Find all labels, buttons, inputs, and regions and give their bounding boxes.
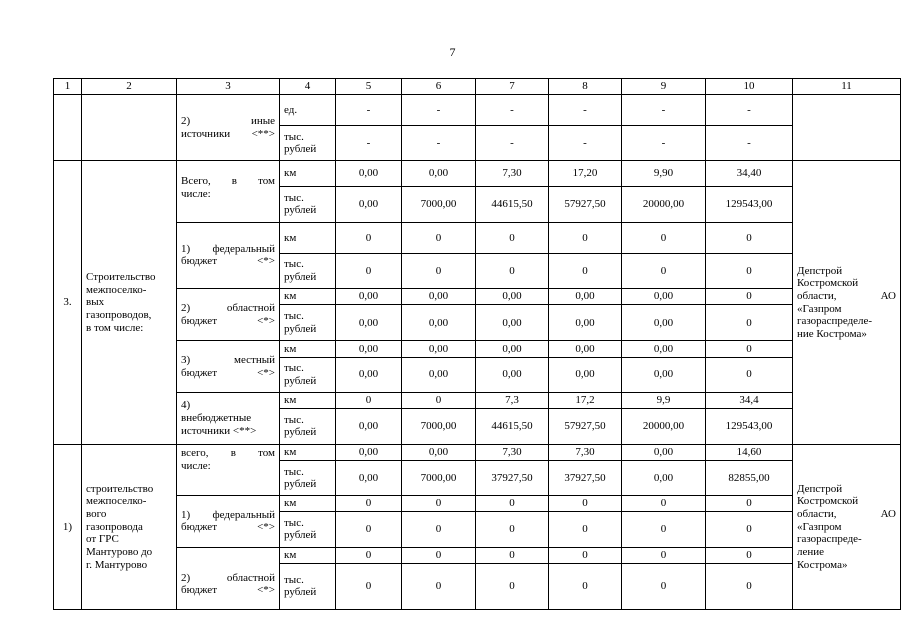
value-cell: 0 (622, 547, 706, 563)
value-cell: 0 (476, 512, 549, 547)
value-cell: 0,00 (549, 305, 622, 341)
unit-cell: ед. (280, 95, 336, 126)
unit-cell: тыс. рублей (280, 186, 336, 222)
value-cell: - (402, 95, 476, 126)
value-cell: 0,00 (336, 161, 402, 186)
table-row (54, 547, 901, 563)
value-cell: 0 (706, 341, 793, 357)
value-cell: 7,30 (476, 444, 549, 460)
value-cell: 129543,00 (706, 408, 793, 444)
column-header: 8 (549, 79, 622, 95)
value-cell: 20000,00 (622, 186, 706, 222)
unit-cell: км (280, 341, 336, 357)
program-table (53, 78, 901, 610)
value-cell: 0 (622, 222, 706, 253)
value-cell: 7000,00 (402, 186, 476, 222)
value-cell: 0 (549, 563, 622, 609)
value-cell: 0 (622, 563, 706, 609)
value-cell: 0 (706, 289, 793, 305)
row-label: 2) областной бюджет <*> (177, 289, 280, 341)
section-title: Строительство межпоселко- вых газопроводов, в том числе: (82, 161, 177, 445)
column-header: 1 (54, 79, 82, 95)
value-cell: 0,00 (622, 444, 706, 460)
value-cell: - (476, 95, 549, 126)
value-cell: 0 (336, 547, 402, 563)
value-cell: 9,9 (622, 392, 706, 408)
header-row (54, 79, 901, 95)
value-cell: - (336, 126, 402, 161)
value-cell: 0,00 (336, 186, 402, 222)
executor-cell: Депстрой Костромской области, АО «Газпром газораспределе- ние Кострома» (793, 161, 901, 445)
value-cell: 0,00 (476, 357, 549, 392)
value-cell: 0 (336, 496, 402, 512)
value-cell: - (622, 95, 706, 126)
value-cell: 0 (549, 512, 622, 547)
row-label: 3) местный бюджет <*> (177, 341, 280, 392)
value-cell: 0 (402, 496, 476, 512)
value-cell: 0 (402, 512, 476, 547)
row-label: 2) областной бюджет <*> (177, 547, 280, 610)
value-cell: 7000,00 (402, 461, 476, 496)
value-cell: 0,00 (549, 289, 622, 305)
row-label: всего, в том числе: (177, 444, 280, 495)
column-header: 2 (82, 79, 177, 95)
value-cell: 0,00 (476, 305, 549, 341)
value-cell: - (549, 95, 622, 126)
value-cell: 0 (476, 222, 549, 253)
section-title: строительство межпоселко- вого газопровода от ГРС Мантурово до г. Мантурово (82, 444, 177, 609)
value-cell: 0 (336, 563, 402, 609)
value-cell: - (549, 126, 622, 161)
value-cell: 57927,50 (549, 408, 622, 444)
table-row (54, 392, 901, 408)
value-cell: 0,00 (336, 305, 402, 341)
value-cell: 7000,00 (402, 408, 476, 444)
column-header: 6 (402, 79, 476, 95)
value-cell: 0 (476, 547, 549, 563)
value-cell: 0,00 (402, 341, 476, 357)
value-cell: 0,00 (336, 408, 402, 444)
value-cell: 0 (706, 305, 793, 341)
unit-cell: км (280, 392, 336, 408)
unit-cell: км (280, 289, 336, 305)
value-cell: 129543,00 (706, 186, 793, 222)
value-cell: 0 (402, 222, 476, 253)
value-cell: 0,00 (476, 289, 549, 305)
value-cell: 0 (706, 357, 793, 392)
unit-cell: км (280, 222, 336, 253)
value-cell: 0 (402, 253, 476, 288)
section-number: 1) (54, 444, 82, 609)
value-cell: 0,00 (336, 341, 402, 357)
row-label: 1) федеральный бюджет <*> (177, 222, 280, 288)
value-cell: 0,00 (336, 289, 402, 305)
value-cell: 0,00 (622, 341, 706, 357)
value-cell: 0 (549, 496, 622, 512)
row-label: 2) иные источники <**> (177, 95, 280, 161)
table-row (54, 444, 901, 460)
page-number: 7 (449, 45, 456, 59)
value-cell: 0 (706, 222, 793, 253)
unit-cell: тыс. рублей (280, 126, 336, 161)
value-cell: 0 (402, 392, 476, 408)
value-cell: 0 (336, 392, 402, 408)
value-cell: 34,40 (706, 161, 793, 186)
value-cell: - (476, 126, 549, 161)
value-cell: 0 (622, 496, 706, 512)
value-cell: 0 (402, 563, 476, 609)
value-cell: 7,3 (476, 392, 549, 408)
value-cell: 0 (336, 222, 402, 253)
column-header: 4 (280, 79, 336, 95)
value-cell: 0 (706, 496, 793, 512)
value-cell: 0,00 (402, 444, 476, 460)
unit-cell: тыс. рублей (280, 512, 336, 547)
value-cell: 17,20 (549, 161, 622, 186)
value-cell: 0,00 (402, 305, 476, 341)
column-header: 3 (177, 79, 280, 95)
table-row (54, 95, 901, 126)
value-cell: 0,00 (622, 357, 706, 392)
table-row (54, 289, 901, 305)
value-cell: 0 (476, 563, 549, 609)
unit-cell: км (280, 496, 336, 512)
column-header: 7 (476, 79, 549, 95)
value-cell: 0 (476, 253, 549, 288)
value-cell: - (706, 95, 793, 126)
unit-cell: тыс. рублей (280, 461, 336, 496)
value-cell: 0,00 (336, 461, 402, 496)
column-header: 10 (706, 79, 793, 95)
value-cell: 0,00 (622, 289, 706, 305)
value-cell: - (622, 126, 706, 161)
value-cell: 7,30 (549, 444, 622, 460)
value-cell: 0,00 (476, 341, 549, 357)
value-cell: - (706, 126, 793, 161)
value-cell: 0,00 (336, 357, 402, 392)
unit-cell: тыс. рублей (280, 408, 336, 444)
value-cell: 7,30 (476, 161, 549, 186)
row-label: 1) федеральный бюджет <*> (177, 496, 280, 547)
unit-cell: км (280, 444, 336, 460)
column-header: 11 (793, 79, 901, 95)
table-row (54, 341, 901, 357)
value-cell: 14,60 (706, 444, 793, 460)
value-cell: 20000,00 (622, 408, 706, 444)
value-cell: 0,00 (402, 161, 476, 186)
value-cell: 0 (336, 512, 402, 547)
row-label: 4) внебюджетные источники <**> (177, 392, 280, 444)
value-cell: 0,00 (402, 289, 476, 305)
value-cell: 0 (706, 547, 793, 563)
value-cell: 0 (549, 253, 622, 288)
value-cell: 0,00 (549, 341, 622, 357)
value-cell: 34,4 (706, 392, 793, 408)
value-cell: 82855,00 (706, 461, 793, 496)
value-cell: 0 (336, 253, 402, 288)
row-label: Всего, в том числе: (177, 161, 280, 222)
value-cell: 0 (706, 563, 793, 609)
value-cell: 17,2 (549, 392, 622, 408)
value-cell: - (336, 95, 402, 126)
value-cell: 9,90 (622, 161, 706, 186)
unit-cell: км (280, 161, 336, 186)
table-row (54, 161, 901, 186)
value-cell: 0,00 (549, 357, 622, 392)
unit-cell: тыс. рублей (280, 563, 336, 609)
value-cell: - (402, 126, 476, 161)
value-cell: 0 (706, 512, 793, 547)
value-cell: 0 (476, 496, 549, 512)
column-header: 5 (336, 79, 402, 95)
value-cell: 0 (622, 512, 706, 547)
value-cell: 0,00 (402, 357, 476, 392)
value-cell: 37927,50 (476, 461, 549, 496)
section-number: 3. (54, 161, 82, 445)
unit-cell: тыс. рублей (280, 305, 336, 341)
value-cell: 0 (402, 547, 476, 563)
value-cell: 0 (549, 222, 622, 253)
value-cell: 0 (706, 253, 793, 288)
value-cell: 0,00 (622, 461, 706, 496)
table-row (54, 496, 901, 512)
value-cell: 0,00 (336, 444, 402, 460)
executor-cell: Депстрой Костромской области, АО «Газпром газораспреде- ление Кострома» (793, 444, 901, 609)
value-cell: 0 (549, 547, 622, 563)
unit-cell: тыс. рублей (280, 357, 336, 392)
value-cell: 0 (622, 253, 706, 288)
value-cell: 37927,50 (549, 461, 622, 496)
column-header: 9 (622, 79, 706, 95)
unit-cell: тыс. рублей (280, 253, 336, 288)
value-cell: 0,00 (622, 305, 706, 341)
unit-cell: км (280, 547, 336, 563)
table-row (54, 222, 901, 253)
value-cell: 57927,50 (549, 186, 622, 222)
value-cell: 44615,50 (476, 186, 549, 222)
value-cell: 44615,50 (476, 408, 549, 444)
